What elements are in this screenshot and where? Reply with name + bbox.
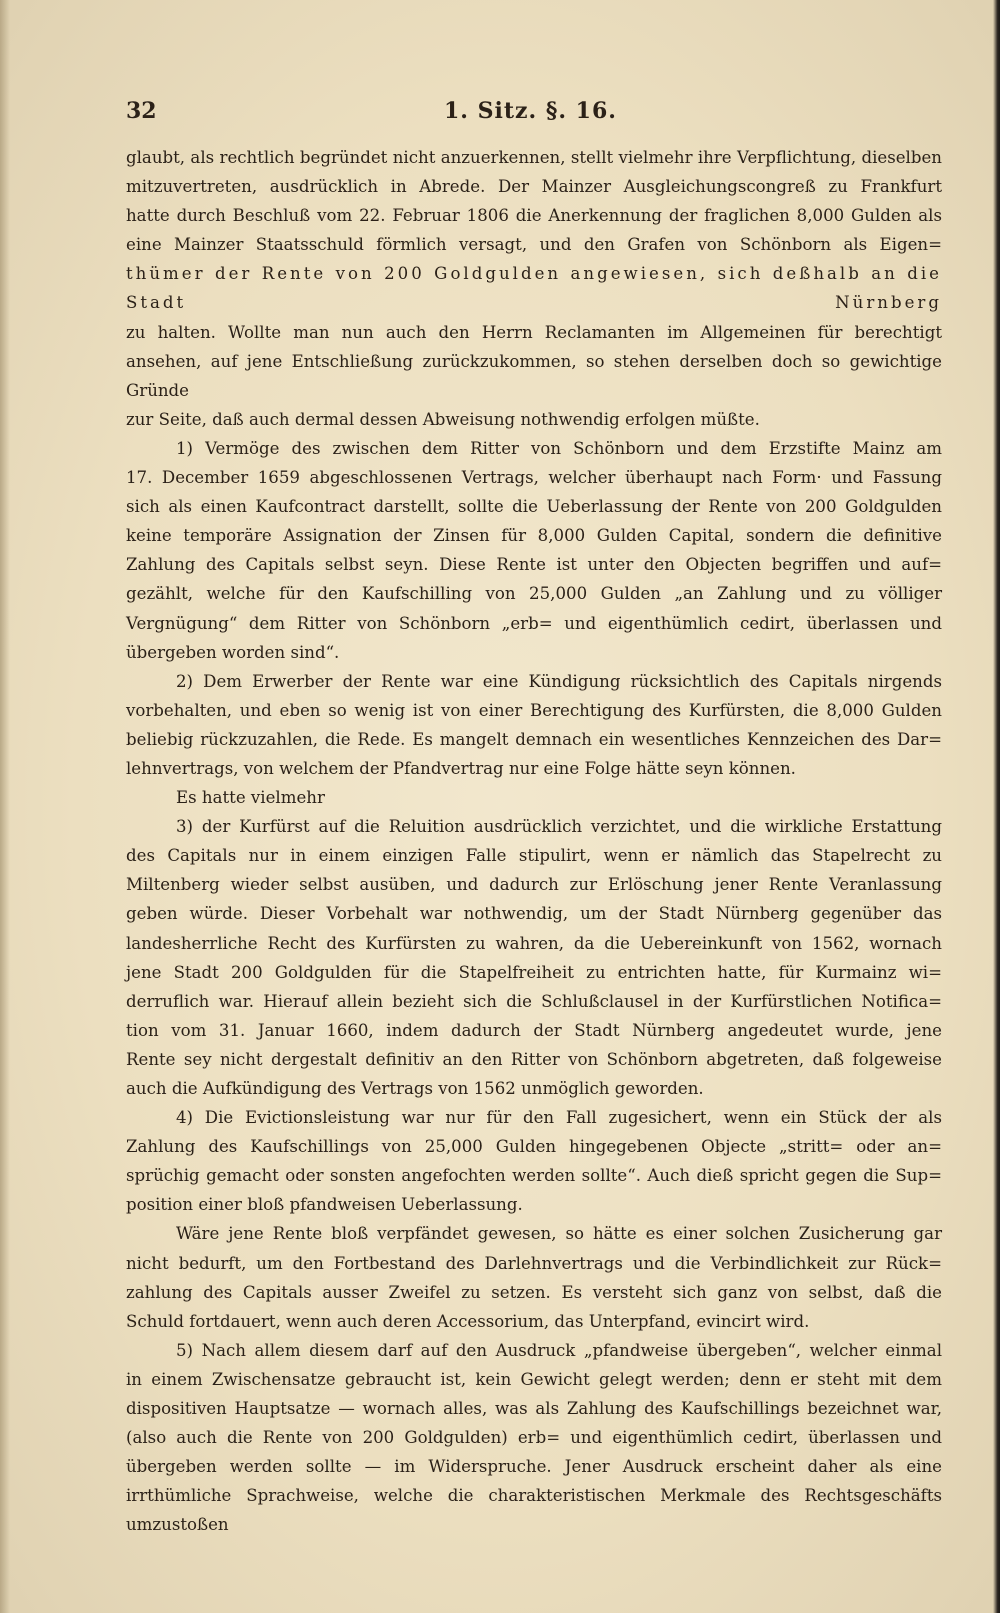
text-line: Miltenberg wieder selbst ausüben, und dadurch zur Erlöschung jener Rente Veranlassung xyxy=(126,875,942,895)
text-line: gezählt, welche für den Kaufschilling von 25,000 Gulden „an Zahlung und zu völliger xyxy=(126,584,942,604)
paragraph-argument xyxy=(126,1219,942,1335)
paragraph-point-5 xyxy=(126,1336,942,1540)
text-line: irrthümliche Sprachweise, welche die charakteristischen Merkmale des Rechtsgeschäfts umzustoßen xyxy=(126,1486,942,1535)
text-line: zur Seite, daß auch dermal dessen Abweisung nothwendig erfolgen müßte. xyxy=(126,409,760,429)
text-line: des Capitals nur in einem einzigen Falle stipulirt, wenn er nämlich das Stapelrecht zu xyxy=(126,846,942,866)
text-line: 5) Nach allem diesem darf auf den Ausdruck „pfandweise übergeben“, welcher einmal xyxy=(176,1340,942,1360)
text-line: 4) Die Evictionsleistung war nur für den Fall zugesichert, wenn ein Stück der als xyxy=(176,1108,942,1128)
text-line: zu halten. Wollte man nun auch den Herrn Reclamanten im Allgemeinen für berechtigt xyxy=(126,322,942,342)
text-line: (also auch die Rente von 200 Goldgulden) erb= und eigenthümlich cedirt, überlassen und xyxy=(126,1428,942,1448)
paragraph-point-3 xyxy=(126,812,942,1103)
text-line: Zahlung des Capitals selbst seyn. Diese Rente ist unter den Objecten begriffen und auf= xyxy=(126,555,942,575)
text-line: Vergnügung“ dem Ritter von Schönborn „erb= und eigenthümlich cedirt, überlassen und xyxy=(126,613,942,633)
text-line: Wäre jene Rente bloß verpfändet gewesen, so hätte es einer solchen Zusicherung gar xyxy=(176,1224,942,1244)
text-line: übergeben werden sollte — im Widerspruche. Jener Ausdruck erscheint daher als eine xyxy=(126,1457,942,1477)
text-line: tion vom 31. Januar 1660, indem dadurch der Stadt Nürnberg angedeutet wurde, jene xyxy=(126,1020,942,1040)
paragraph-point-2 xyxy=(126,667,942,783)
text-line: hatte durch Beschluß vom 22. Februar 1806 die Anerkennung der fraglichen 8,000 Gulden als xyxy=(126,206,942,226)
paragraph-point-1 xyxy=(126,434,942,667)
text-line: 3) der Kurfürst auf die Reluition ausdrücklich verzichtet, und die wirkliche Erstattung xyxy=(176,817,942,837)
page-number: 32 xyxy=(126,98,157,124)
text-line: sich als einen Kaufcontract darstellt, sollte die Ueberlassung der Rente von 200 Goldgulden xyxy=(126,497,942,517)
running-head: 1. Sitz. §. 16. xyxy=(444,98,617,124)
text-line: derruflich war. Hierauf allein bezieht sich die Schlußclausel in der Kurfürstlichen Notifica= xyxy=(126,991,942,1011)
text-line: 17. December 1659 abgeschlossenen Vertrags, welcher überhaupt nach Form· und Fassung xyxy=(126,468,942,488)
text-line: vorbehalten, und eben so wenig ist von einer Berechtigung des Kurfürsten, die 8,000 Gulden xyxy=(126,700,942,720)
text-line: Zahlung des Kaufschillings von 25,000 Gulden hingegebenen Objecte „stritt= oder an= xyxy=(126,1137,942,1157)
text-line: keine temporäre Assignation der Zinsen für 8,000 Gulden Capital, sondern die definitive xyxy=(126,526,942,546)
text-line: beliebig rückzuzahlen, die Rede. Es mangelt demnach ein wesentliches Kennzeichen des Dar= xyxy=(126,729,942,749)
text-line: Schuld fortdauert, wenn auch deren Accessorium, das Unterpfand, evincirt wird. xyxy=(126,1311,810,1331)
text-line: mitzuvertreten, ausdrücklich in Abrede. Der Mainzer Ausgleichungscongreß zu Frankfurt xyxy=(126,177,942,197)
page-gutter-shadow xyxy=(0,0,10,1613)
page-header xyxy=(126,98,942,128)
paragraph-point-4 xyxy=(126,1103,942,1219)
text-line: sprüchig gemacht oder sonsten angefochten werden sollte“. Auch dieß spricht gegen die Sup= xyxy=(126,1166,942,1186)
text-line: glaubt, als rechtlich begründet nicht anzuerkennen, stellt vielmehr ihre Verpflichtung, dieselben xyxy=(126,148,942,167)
text-line: Rente sey nicht dergestalt definitiv an den Ritter von Schönborn abgetreten, daß folgeweise xyxy=(126,1049,942,1069)
text-line: geben würde. Dieser Vorbehalt war nothwendig, um der Stadt Nürnberg gegenüber das xyxy=(126,904,942,924)
paragraph-continuation xyxy=(126,143,942,434)
text-line: Es hatte vielmehr xyxy=(176,788,325,808)
text-line: ansehen, auf jene Entschließung zurückzukommen, so stehen derselben doch so gewichtige Gründe xyxy=(126,351,942,400)
text-line: auch die Aufkündigung des Vertrags von 1562 unmöglich geworden. xyxy=(126,1079,704,1098)
text-line: übergeben worden sind“. xyxy=(126,642,340,662)
text-line: dispositiven Hauptsatze — wornach alles, was als Zahlung des Kaufschillings bezeichnet war, xyxy=(126,1399,942,1419)
text-line: 2) Dem Erwerber der Rente war eine Kündigung rücksichtlich des Capitals nirgends xyxy=(176,671,942,691)
text-line: landesherrliche Recht des Kurfürsten zu wahren, da die Uebereinkunft von 1562, wornach xyxy=(126,933,942,953)
text-line: 1) Vermöge des zwischen dem Ritter von Schönborn und dem Erzstifte Mainz am xyxy=(176,438,942,458)
text-line: nicht bedurft, um den Fortbestand des Darlehnvertrags und die Verbindlichkeit zur Rück= xyxy=(126,1253,942,1273)
body-text xyxy=(126,143,942,1540)
text-line: jene Stadt 200 Goldgulden für die Stapelfreiheit zu entrichten hatte, für Kurmainz wi= xyxy=(126,962,942,982)
text-line: lehnvertrags, von welchem der Pfandvertrag nur eine Folge hätte seyn können. xyxy=(126,758,796,778)
text-line: position einer bloß pfandweisen Ueberlassung. xyxy=(126,1195,523,1215)
text-line: eine Mainzer Staatsschuld förmlich versagt, und den Grafen von Schönborn als Eigen= xyxy=(126,235,942,255)
text-line: in einem Zwischensatze gebraucht ist, kein Gewicht gelegt werden; denn er steht mit dem xyxy=(126,1369,942,1389)
text-line: zahlung des Capitals ausser Zweifel zu setzen. Es versteht sich ganz von selbst, daß die xyxy=(126,1282,942,1302)
page-edge xyxy=(993,0,1000,1613)
text-line: thümer der Rente von 200 Goldgulden angewiesen, sich deßhalb an die Stadt Nürnberg xyxy=(126,264,942,313)
paragraph-transition xyxy=(126,783,942,812)
